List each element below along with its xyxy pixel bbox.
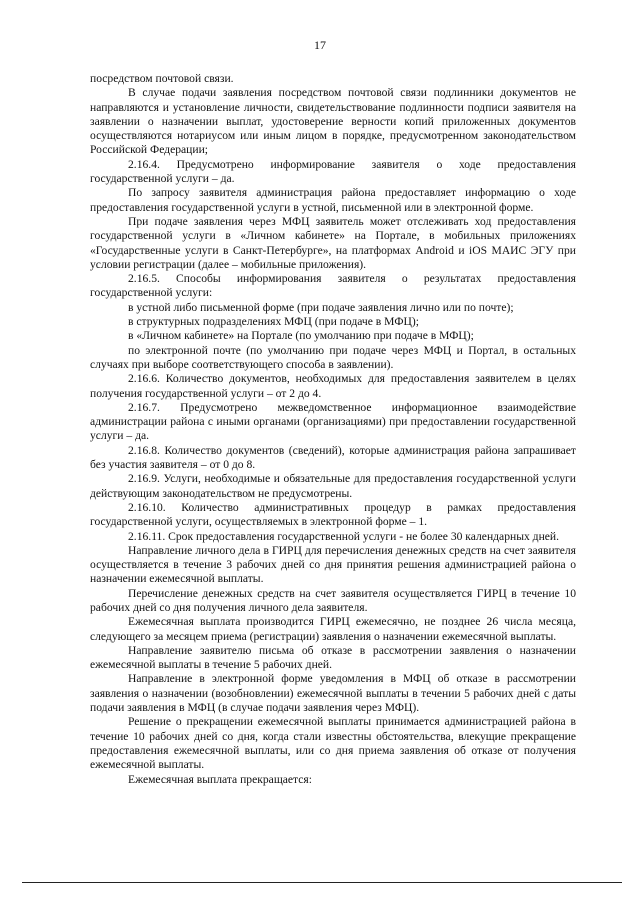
document-body	[90, 72, 576, 787]
paragraph: 2.16.11. Срок предоставления государственной услуги - не более 30 календарных дней.	[128, 529, 560, 543]
paragraph: Направление заявителю письма об отказе в рассмотрении заявления о назначении ежемесячной выплаты в течение 5 рабочих дней.	[90, 643, 576, 672]
paragraph: По запросу заявителя администрация района предоставляет информацию о ходе предоставления государственной услуги в устной, письменной или в электронной форме.	[90, 186, 576, 214]
footer-divider	[22, 882, 622, 883]
paragraph: 2.16.4. Предусмотрено информирование заявителя о ходе предоставления государственной услуги – да.	[90, 157, 576, 186]
paragraph: Решение о прекращении ежемесячной выплаты принимается администрацией района в течение 10 рабочих дней со дня, когда стали известны обстоятельства, влекущие прекращение предоставления ежемесячной выплаты, или со дня приема заявления об отказе от получения ежемесячной выплаты.	[90, 715, 576, 772]
paragraph: В случае подачи заявления посредством почтовой связи подлинники документов не направляются и установление личности, свидетельствование подлинности подписи заявителя на заявлении о назначении выплат, удостоверение верности копий приложенных документов осуществляются нотариусом или иным лицом в порядке, предусмотренном законодательством Российской Федерации;	[90, 86, 576, 157]
paragraph: по электронной почте (по умолчанию при подаче через МФЦ и Портал, в остальных случаях при выборе соответствующего способа в заявлении).	[90, 343, 576, 371]
paragraph: в структурных подразделениях МФЦ (при подаче в МФЦ);	[128, 315, 419, 329]
paragraph: 2.16.5. Способы информирования заявителя о результатах предоставления государственной услуги:	[90, 272, 576, 300]
page-number: 17	[314, 38, 326, 52]
paragraph: Перечисление денежных средств на счет заявителя осуществляется ГИРЦ в течение 10 рабочих дней со дня получения личного дела заявителя.	[90, 586, 576, 614]
paragraph: 2.16.7. Предусмотрено межведомственное информационное взаимодействие администрации района с иными органами (организациями) при предоставлении государственной услуги – да.	[90, 400, 576, 443]
paragraph: 2.16.9. Услуги, необходимые и обязательные для предоставления государственной услуги действующим законодательством не предусмотрены.	[90, 472, 576, 500]
paragraph: При подаче заявления через МФЦ заявитель может отслеживать ход предоставления государственной услуги в «Личном кабинете» на Портале, в мобильных приложениях «Государственные услуги в Санкт-Петербурге», на платформах Android и iOS МАИС ЭГУ при условии регистрации (далее – мобильные приложения).	[90, 214, 576, 271]
paragraph: в устной либо письменной форме (при подаче заявления лично или по почте);	[128, 300, 514, 314]
paragraph: 2.16.6. Количество документов, необходимых для предоставления заявителем в целях получения государственной услуги – от 2 до 4.	[90, 372, 576, 400]
paragraph: 2.16.8. Количество документов (сведений), которые администрация района запрашивает без участия заявителя – от 0 до 8.	[90, 443, 576, 472]
paragraph: Ежемесячная выплата производится ГИРЦ ежемесячно, не позднее 26 числа месяца, следующего за месяцем приема (регистрации) заявления о назначении ежемесячной выплаты.	[90, 615, 576, 643]
paragraph: в «Личном кабинете» на Портале (по умолчанию при подаче в МФЦ);	[128, 329, 474, 343]
paragraph: Направление в электронной форме уведомления в МФЦ об отказе в рассмотрении заявления о назначении (возобновлении) ежемесячной выплаты в течении 5 рабочих дней с даты подачи заявления в МФЦ (в случае подачи заявления через МФЦ).	[90, 672, 576, 715]
paragraph: Направление личного дела в ГИРЦ для перечисления денежных средств на счет заявителя осуществляется в течение 3 рабочих дней со дня принятия решения администрацией района о назначении ежемесячной выплаты.	[90, 543, 576, 586]
paragraph: 2.16.10. Количество административных процедур в рамках предоставления государственной услуги, осуществляемых в электронной форме – 1.	[90, 500, 576, 529]
paragraph: посредством почтовой связи.	[90, 72, 234, 85]
paragraph: Ежемесячная выплата прекращается:	[128, 772, 312, 786]
